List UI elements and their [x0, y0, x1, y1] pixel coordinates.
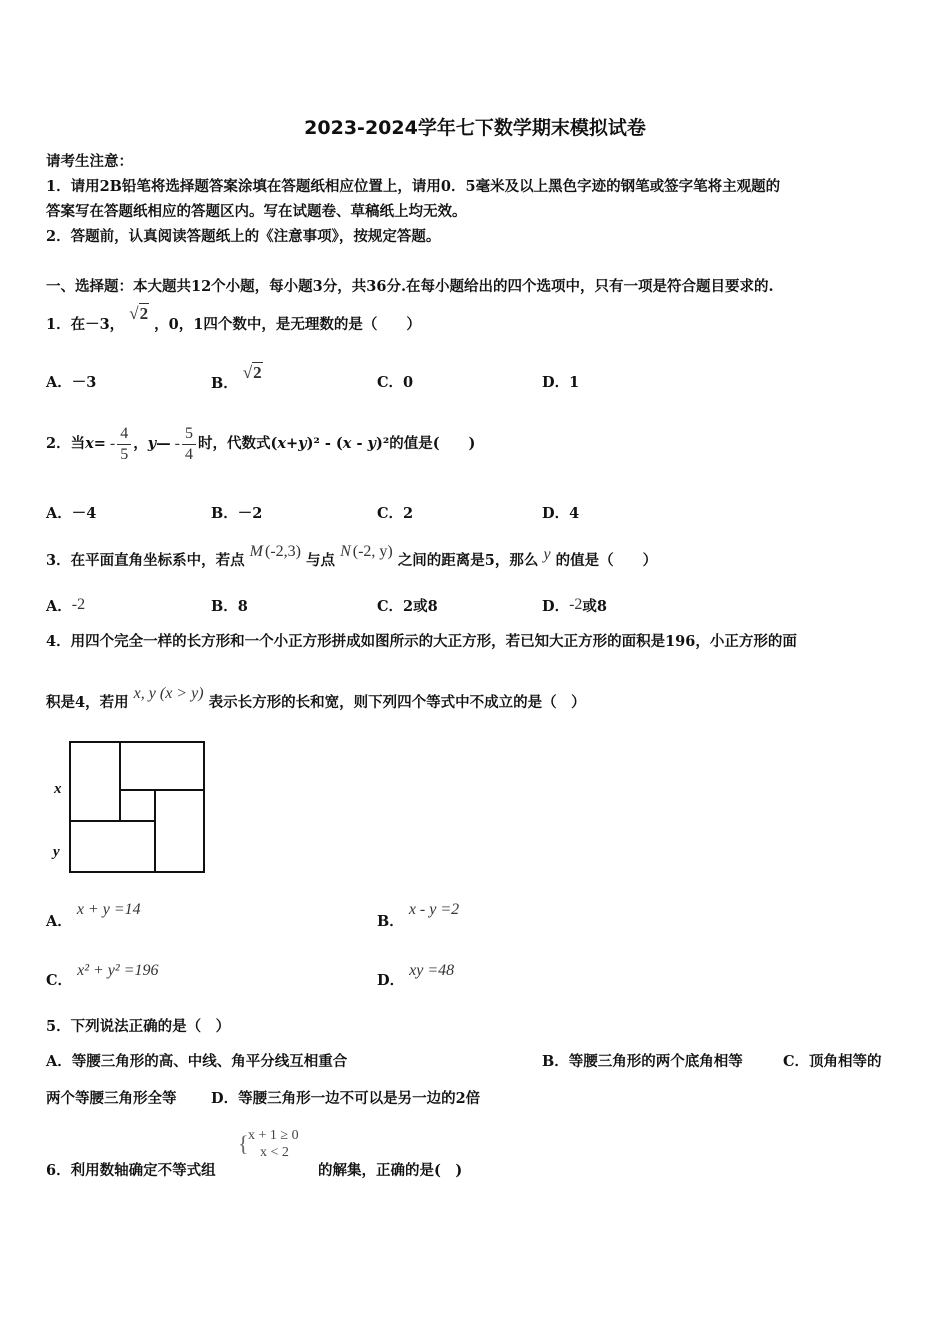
q4-option-b-math: x - y =2 [408, 901, 460, 918]
q4-option-b-label: B． [377, 913, 404, 930]
q6-inequality-system [238, 1127, 299, 1161]
q4-option-a-label: A． [46, 913, 72, 930]
q4-line2-pre: 积是4，若用 [46, 694, 129, 711]
q2-post-e: )²的值是( ) [375, 435, 476, 452]
q2-post-b: x+y [277, 435, 307, 452]
q4-square-figure [48, 738, 210, 878]
q2-pre: 2．当 [46, 435, 86, 452]
q4-option-d [377, 962, 455, 991]
q3-option-c: C．2或8 [377, 598, 438, 615]
q3-post-2: 的值是（ ） [555, 552, 658, 569]
q1-radicand: 2 [139, 304, 149, 323]
q1-option-a: A．－3 [46, 374, 97, 391]
q2-post-c: )² - ( [306, 435, 343, 452]
q2-option-d: D．4 [542, 505, 580, 522]
q3-option-b: B．8 [211, 598, 248, 615]
q4-option-d-math: xy =48 [409, 962, 455, 979]
q2-comma: ， [133, 435, 148, 452]
notice-line-1b: 答案写在答题纸相应的答题区内。写在试题卷、草稿纸上均无效。 [46, 203, 467, 220]
question-6-pre: 6．利用数轴确定不等式组 [46, 1162, 216, 1179]
figure-label-y: y [53, 844, 60, 860]
q6-brace: { [238, 1131, 249, 1156]
q4-line2-post: 表示长方形的长和宽，则下列四个等式中不成立的是（ ） [208, 694, 586, 711]
q3-point-m-coord: (-2,3) [264, 543, 301, 560]
q3-y: y [543, 546, 551, 563]
question-5: 5．下列说法正确的是（ ） [46, 1018, 231, 1035]
small-square [120, 790, 155, 821]
section-heading: 一、选择题：本大题共12个小题，每小题3分，共36分.在每小题给出的四个选项中，只有一项是符合题目要求的. [46, 278, 774, 295]
q1-sqrt: √2 [129, 304, 149, 323]
q1-option-c: C．0 [377, 374, 414, 391]
q1-option-b-sqrt: √2 [242, 363, 262, 382]
q6-inequality-1: x + 1 ≥ 0 [248, 1128, 299, 1143]
question-4-line-2 [46, 685, 586, 713]
question-6-post: 的解集，正确的是( ) [318, 1162, 463, 1179]
q1-option-b-radicand: 2 [253, 363, 262, 382]
q4-option-c-label: C． [46, 972, 73, 989]
q5-option-c-part-1: C．顶角相等的 [783, 1053, 882, 1070]
q2-fraction-1 [117, 424, 131, 465]
q3-point-n-coord: (-2, y) [352, 543, 393, 560]
q2-minus-2: - [174, 435, 180, 452]
q3-option-a [46, 597, 85, 617]
notice-line-2: 2．答题前，认真阅读答题纸上的《注意事项》，按规定答题。 [46, 228, 441, 245]
q5-option-d: D．等腰三角形一边不可以是另一边的2倍 [211, 1090, 481, 1107]
q3-post: 之间的距离是5，那么 [397, 552, 539, 569]
q3-option-d [542, 597, 607, 617]
q1-pre: 1．在－3， [46, 316, 125, 333]
q3-option-a-value: -2 [71, 596, 86, 613]
page-title: 2023-2024学年七下数学期末模拟试卷 [304, 117, 646, 139]
q3-option-d-value: -2 [569, 596, 583, 613]
q5-option-b: B．等腰三角形的两个底角相等 [542, 1053, 743, 1070]
question-4-line-1: 4．用四个完全一样的长方形和一个小正方形拼成如图所示的大正方形，若已知大正方形的面积是196，小正方形的面 [46, 633, 797, 650]
q2-dash: — [156, 435, 171, 452]
q4-option-a [46, 901, 141, 932]
q2-fraction-1-den: 5 [120, 445, 129, 463]
q2-fraction-2-num: 5 [182, 424, 196, 445]
q3-option-a-label: A． [46, 598, 72, 615]
q2-fraction-2 [182, 424, 196, 465]
q4-option-c [46, 962, 159, 991]
q4-option-b [377, 901, 460, 932]
q2-x: x [85, 435, 94, 452]
q2-post-d: x - y [342, 435, 376, 452]
q5-option-c-part-2: 两个等腰三角形全等 [46, 1090, 177, 1107]
q1-option-b [211, 363, 263, 394]
q2-fraction-1-num: 4 [117, 424, 131, 445]
big-square-outline [70, 742, 204, 872]
notice-line-1: 1．请用2B铅笔将选择题答案涂填在答题纸相应位置上，请用0．5毫米及以上黑色字迹的钢笔或签字笔将主观题的 [46, 178, 781, 195]
q3-mid: 与点 [306, 552, 336, 569]
q2-option-b: B．－2 [211, 505, 263, 522]
q3-point-n: N [340, 543, 351, 560]
q2-eq: = [93, 435, 106, 452]
figure-label-x: x [54, 781, 62, 797]
q1-option-b-label: B． [211, 375, 238, 392]
q3-pre: 3．在平面直角坐标系中，若点 [46, 552, 245, 569]
q4-line2-math: x, y (x > y) [133, 685, 204, 702]
question-3 [46, 543, 658, 571]
q4-option-a-math: x + y =14 [76, 901, 141, 918]
q6-inequality-2: x < 2 [260, 1145, 289, 1160]
q4-option-c-math: x² + y² =196 [77, 962, 159, 979]
question-2 [46, 420, 475, 468]
q2-option-a: A．－4 [46, 505, 97, 522]
q2-fraction-2-den: 4 [185, 445, 193, 463]
q2-option-c: C．2 [377, 505, 414, 522]
q3-point-m: M [249, 543, 263, 560]
q3-option-d-post: 或8 [582, 598, 607, 615]
q2-minus-1: - [109, 435, 116, 452]
notice-heading: 请考生注意： [46, 153, 133, 170]
q5-option-a: A．等腰三角形的高、中线、角平分线互相重合 [46, 1053, 348, 1070]
q2-post-a: 时，代数式( [198, 435, 278, 452]
q1-option-d: D．1 [542, 374, 580, 391]
q4-option-d-label: D． [377, 972, 405, 989]
q1-post: ，0，1四个数中，是无理数的是（ ） [154, 316, 421, 333]
q3-option-d-label: D． [542, 598, 570, 615]
q2-y: y [147, 435, 157, 452]
question-1 [46, 304, 421, 335]
